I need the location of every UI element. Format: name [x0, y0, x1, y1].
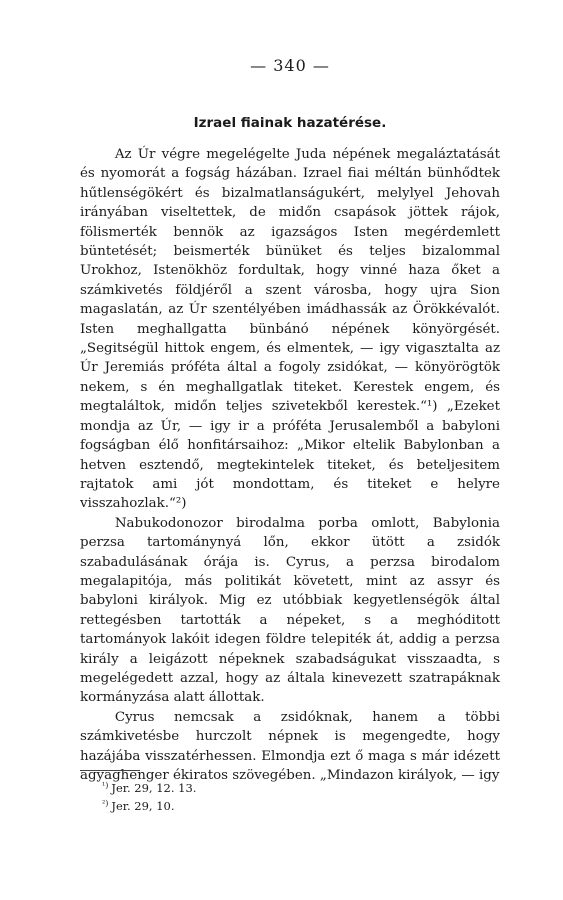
- paragraph: Nabukodonozor birodalma porba omlott, Babylonia perzsa tartománynyá lőn, ekkor ütött a zsidók szabadulásának órája is. Cyrus, a perzsa birodalom megalapitója, más politikát követett, mint az assyr és babyloni királyok. Mig ez utóbbiak kegyetlenségök által rettegésben tartották a népeket, s a meghóditott tartományok lakóit idegen földre telepiték át, addig a perzsa király a leigázott népeknek szabadságukat visszaadta, s megelégedett azzal, hogy az általa kinevezett szatrapáknak kormányzása alatt állottak.: [80, 515, 500, 706]
- paragraph: Az Úr végre megelégelte Juda népének megaláztatását és nyomorát a fogság házában. Izrael fiai méltán bünhődtek hűtlenségökért és bizalmatlanságukért, melylyel Jehovah irányában viseltettek, de midőn csapások jöttek rájok, fölismerték bennök az igazságos Isten megérdemlett büntetését; beismerték bünüket és teljes bizalommal Urokhoz, Istenökhöz fordultak, hogy vinné haza őket a számkivetés földjéről a szent városba, hogy ujra Sion magaslatán, az Úr szentélyében imádhassák az Örökkévalót. Isten meghallgatta bünbánó népének könyörgését. „Segitségül hittok engem, és elmentek, — igy vigasztalta az Úr Jeremiás próféta által a fogoly zsidókat, — könyörögtök nekem, s én meghallgatlak titeket. Kerestek engem, és megtaláltok, midőn teljes szivetekből kerestek.“¹) „Ezeket mondja az Úr, — igy ir a próféta Jerusalemből a babyloni fogságban élő honfitársaihoz: „Mikor eltelik Babylonban a hetven esztendő, megtekintelek titeket, és beteljesitem rajtatok ami jót mondottam, és titeket e helyre visszahozlak.“²): [80, 147, 500, 512]
- footnote: [102, 796, 196, 814]
- footnote-mark: ¹): [102, 781, 109, 790]
- paragraph: Cyrus nemcsak a zsidóknak, hanem a többi számkivetésbe hurczolt népnek is megengedte, hogy hazájába visszatérhessen. Elmondja ezt ő maga s már idézett agyaghenger ékiratos szövegében. „Mindazon királyok, — igy: [80, 709, 500, 783]
- page-number: — 340 —: [250, 56, 330, 75]
- footnote-mark: ²): [102, 799, 109, 808]
- footnote-divider: [80, 770, 140, 771]
- footnote-text: Jer. 29, 12. 13.: [111, 781, 197, 795]
- footnote: [102, 778, 196, 796]
- footnote-text: Jer. 29, 10.: [111, 799, 175, 813]
- body-text: [80, 145, 500, 785]
- book-page: [80, 0, 500, 900]
- chapter-title: Izrael fiainak hazatérése.: [193, 115, 387, 131]
- footnotes: [102, 778, 196, 814]
